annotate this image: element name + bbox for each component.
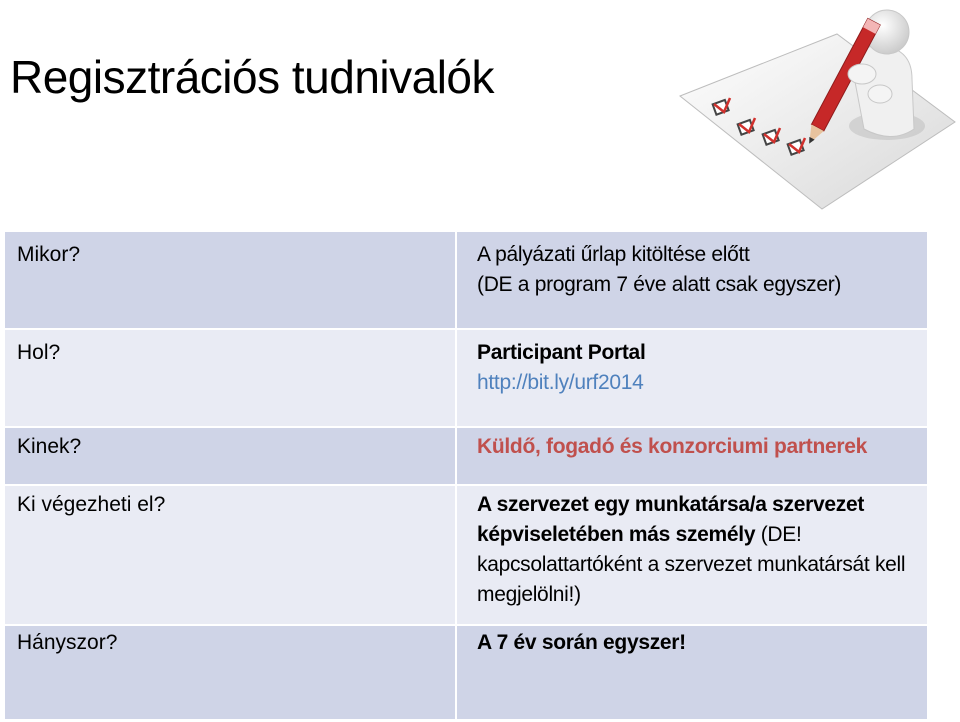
row-label-howoften: Hányszor? (17, 631, 118, 654)
row-label-where: Hol? (17, 341, 61, 364)
portal-name: Participant Portal (477, 341, 646, 364)
info-table (4, 231, 928, 720)
row-label-who: Ki végezheti el? (17, 493, 166, 516)
table-row-howoften (5, 626, 927, 719)
when-line-2: (DE a program 7 éve alatt csak egyszer) (477, 273, 842, 296)
page-title: Regisztrációs tudnivalók (10, 51, 495, 103)
who-note-text: (DE! kapcsolattartóként a szervezet munkatársát kell megjelölni!) (477, 523, 906, 606)
row-value-who (477, 490, 917, 610)
row-value-howoften: A 7 év során egyszer! (477, 631, 686, 654)
table-row-who (5, 486, 927, 626)
who-main-text: A szervezet egy munkatársa/a szervezet képviseletében más személy (477, 493, 865, 546)
table-row-when (5, 232, 927, 330)
table-row-where (5, 330, 927, 428)
row-value-whom: Küldő, fogadó és konzorciumi partnerek (477, 435, 867, 458)
row-label-whom: Kinek? (17, 435, 82, 458)
row-value-when (477, 240, 917, 300)
when-line-1: A pályázati űrlap kitöltése előtt (477, 243, 750, 266)
row-value-where (477, 338, 917, 398)
portal-link[interactable]: http://bit.ly/urf2014 (477, 371, 644, 394)
checklist-figure-icon (672, 4, 957, 224)
table-row-whom (5, 428, 927, 486)
row-label-when: Mikor? (17, 243, 81, 266)
